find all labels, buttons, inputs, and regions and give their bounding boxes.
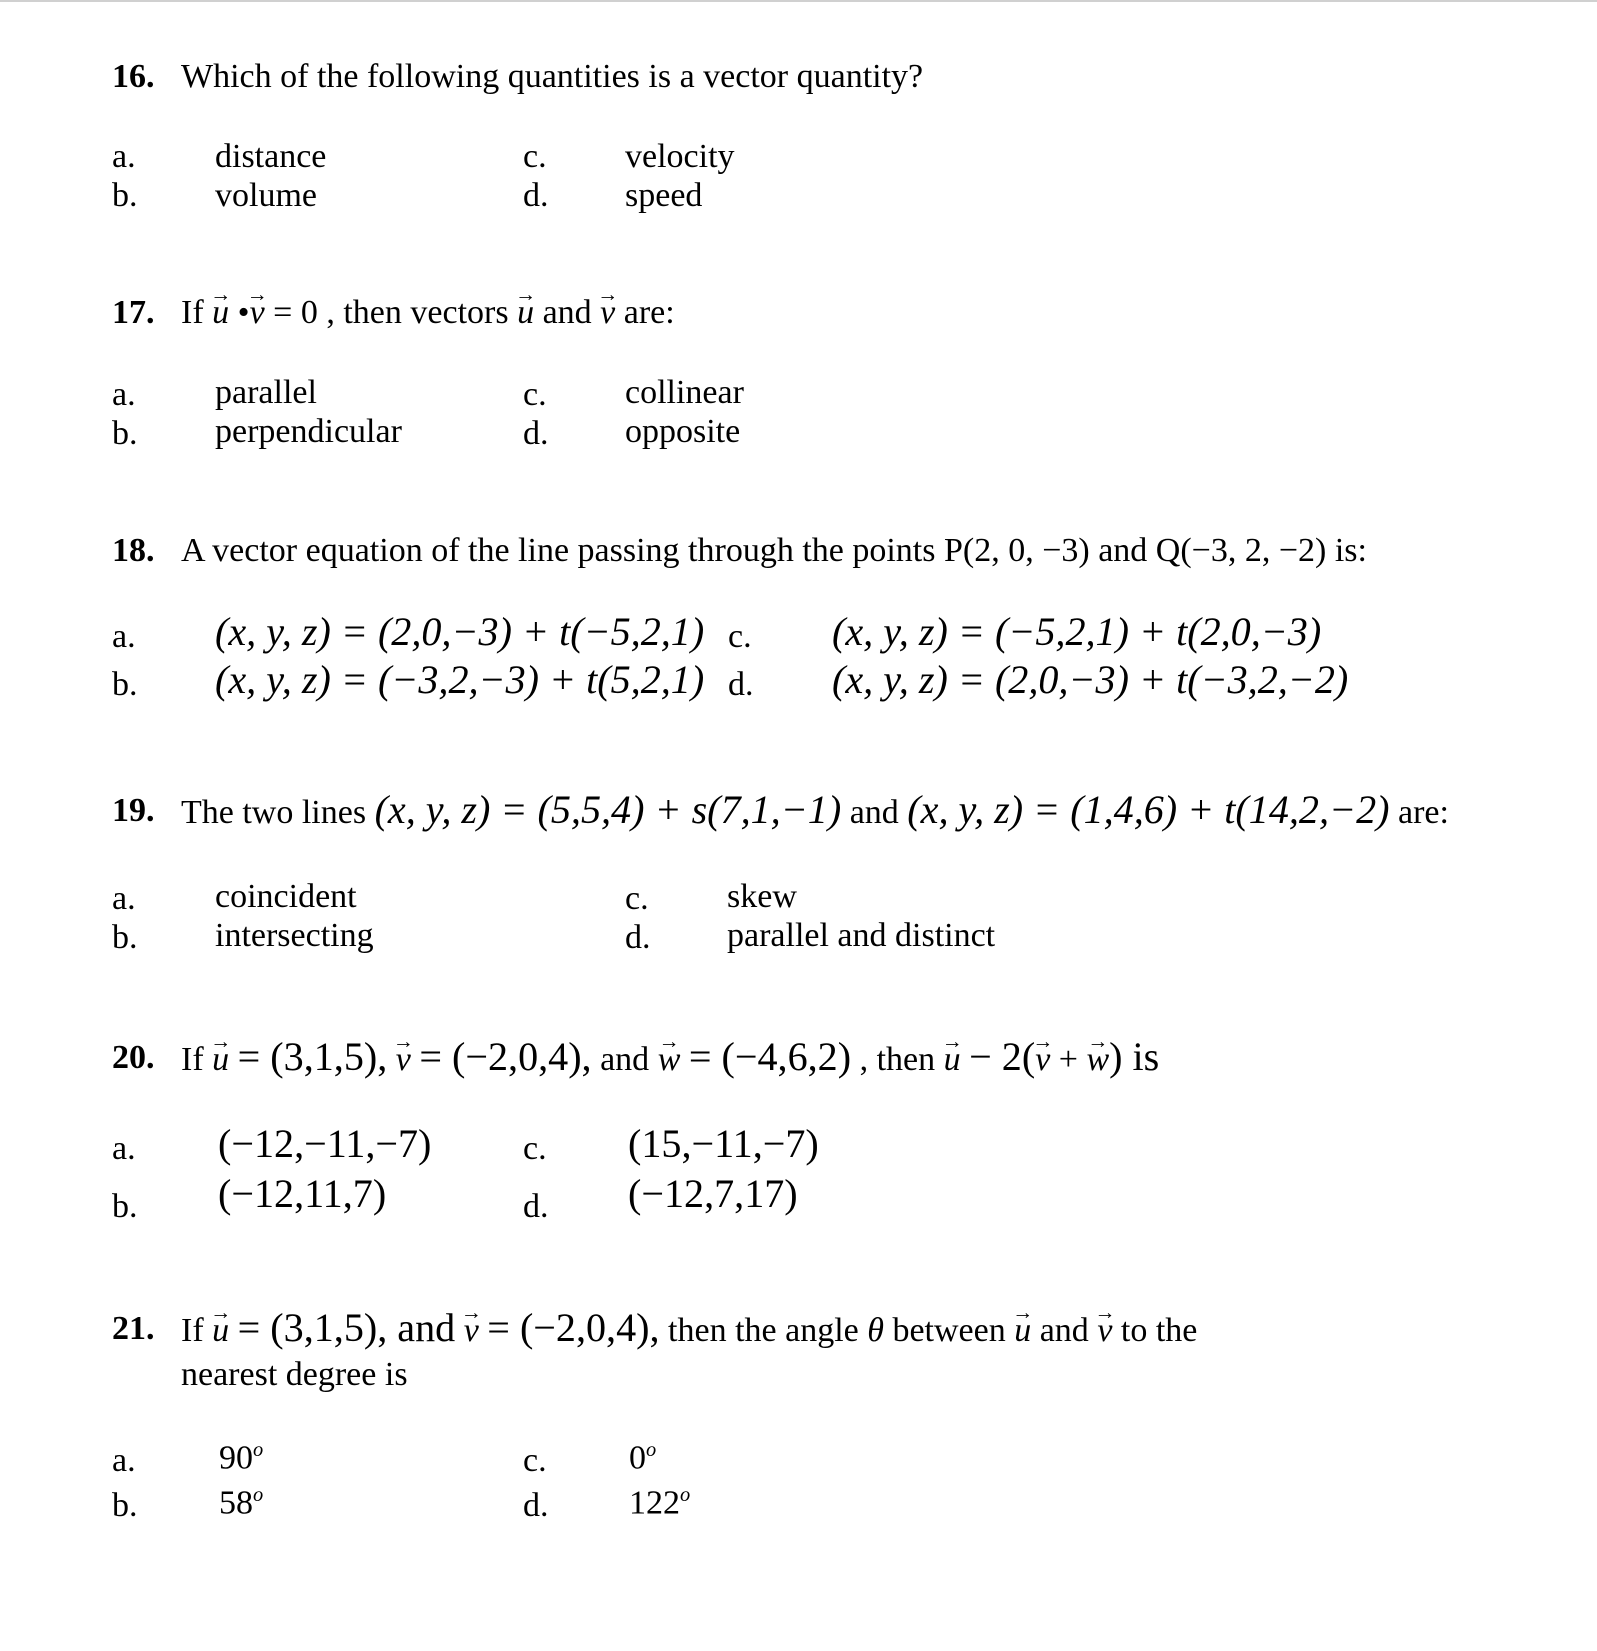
vector-u-value: = (3,1,5), and (237, 1305, 456, 1350)
option-letter-a: a. (112, 1130, 136, 1167)
text-is: ) is (1109, 1034, 1160, 1079)
text-then-vectors: , then vectors (326, 294, 509, 331)
option-a[interactable]: parallel (215, 374, 317, 411)
option-c[interactable]: collinear (625, 374, 744, 411)
option-letter-d: d. (523, 1487, 549, 1524)
option-letter-d: d. (523, 415, 549, 452)
vector-v: → v (396, 1043, 411, 1077)
option-letter-a: a. (112, 1442, 136, 1479)
option-d[interactable]: speed (625, 177, 703, 214)
page-top-rule (0, 0, 1597, 2)
question-number: 18. (112, 532, 155, 569)
line-equation-2: (x, y, z) = (1,4,6) + t(14,2,−2) (907, 787, 1390, 832)
vector-w: → w (1086, 1043, 1109, 1077)
option-c-value: 0 (629, 1439, 646, 1477)
vector-v-value: = (−2,0,4), (487, 1305, 660, 1350)
option-letter-d: d. (523, 1188, 549, 1225)
option-letter-a: a. (112, 618, 136, 655)
question-text (181, 787, 1449, 832)
option-a[interactable]: (x, y, z) = (2,0,−3) + t(−5,2,1) (215, 609, 705, 654)
vector-v: → v (464, 1314, 479, 1348)
expression-part: − 2( (969, 1034, 1036, 1079)
option-d[interactable]: parallel and distinct (727, 917, 996, 954)
text-if: If (181, 294, 204, 331)
question-text (181, 296, 675, 330)
option-letter-c: c. (523, 138, 547, 175)
option-letter-d: d. (728, 666, 754, 703)
text-are: are: (1397, 794, 1449, 831)
vector-v-value: = (−2,0,4), (419, 1034, 592, 1079)
option-a[interactable] (219, 1440, 263, 1475)
question-number: 19. (112, 792, 155, 829)
theta-symbol: θ (867, 1312, 884, 1349)
option-c[interactable]: velocity (625, 138, 735, 175)
option-letter-c: c. (728, 618, 752, 655)
question-text-line-2: nearest degree is (181, 1356, 408, 1393)
option-c[interactable]: skew (727, 878, 797, 915)
option-letter-b: b. (112, 415, 138, 452)
vector-v: → v (600, 296, 615, 330)
option-d[interactable]: opposite (625, 413, 741, 450)
option-a[interactable]: coincident (215, 878, 357, 915)
option-b[interactable]: (−12,11,7) (218, 1171, 387, 1216)
vector-v: → v (1035, 1043, 1050, 1077)
option-b[interactable]: volume (215, 177, 317, 214)
text-are: are: (623, 294, 675, 331)
vector-u: → u (212, 296, 229, 330)
option-c[interactable] (629, 1440, 656, 1475)
option-letter-d: d. (523, 177, 549, 214)
vector-v: → v (1097, 1314, 1112, 1348)
text-and: and (1039, 1312, 1089, 1349)
text-to-the: to the (1120, 1312, 1198, 1349)
equals-zero: = 0 (273, 294, 318, 331)
plus-sign: + (1058, 1041, 1078, 1078)
option-a-value: 90 (219, 1439, 253, 1477)
degree-sign: o (646, 1439, 657, 1461)
option-letter-c: c. (523, 1442, 547, 1479)
option-b[interactable]: (x, y, z) = (−3,2,−3) + t(5,2,1) (215, 657, 705, 702)
vector-u: → u (517, 296, 534, 330)
degree-sign: o (253, 1439, 264, 1461)
option-letter-c: c. (523, 1130, 547, 1167)
vector-u: → u (944, 1043, 961, 1077)
option-c[interactable]: (15,−11,−7) (628, 1121, 819, 1166)
vector-u: → u (1014, 1314, 1031, 1348)
option-c[interactable]: (x, y, z) = (−5,2,1) + t(2,0,−3) (832, 609, 1322, 654)
option-letter-c: c. (625, 880, 649, 917)
question-number: 20. (112, 1039, 155, 1076)
option-letter-b: b. (112, 666, 138, 703)
option-letter-d: d. (625, 919, 651, 956)
option-letter-b: b. (112, 1487, 138, 1524)
vector-u: → u (212, 1314, 229, 1348)
option-b[interactable]: intersecting (215, 917, 374, 954)
vector-u-value: = (3,1,5), (237, 1034, 388, 1079)
vector-w-value: = (−4,6,2) (688, 1034, 852, 1079)
option-letter-b: b. (112, 177, 138, 214)
option-letter-a: a. (112, 138, 136, 175)
text-and: and (849, 794, 899, 831)
degree-sign: o (680, 1484, 691, 1506)
question-number: 16. (112, 58, 155, 95)
question-text (181, 1305, 1198, 1350)
option-d[interactable]: (−12,7,17) (628, 1171, 798, 1216)
option-a[interactable]: (−12,−11,−7) (218, 1121, 432, 1166)
question-text: A vector equation of the line passing through the points P(2, 0, −3) and Q(−3, 2, −2) is: (181, 532, 1367, 569)
option-letter-b: b. (112, 919, 138, 956)
text-then-the-angle: then the angle (668, 1312, 859, 1349)
option-d-value: 122 (629, 1484, 680, 1522)
question-number: 17. (112, 294, 155, 331)
option-letter-a: a. (112, 376, 136, 413)
text-and: and (542, 294, 592, 331)
vector-w: → w (658, 1043, 681, 1077)
question-number: 21. (112, 1310, 155, 1347)
text-if: If (181, 1041, 204, 1078)
text-and: and (600, 1041, 650, 1078)
dot-operator: • (237, 294, 250, 331)
option-letter-c: c. (523, 376, 547, 413)
text-the-two-lines: The two lines (181, 794, 367, 831)
vector-v: → v (250, 296, 265, 330)
degree-sign: o (253, 1484, 264, 1506)
option-b-value: 58 (219, 1484, 253, 1522)
text-then: , then (859, 1041, 936, 1078)
text-between: between (892, 1312, 1006, 1349)
text-if: If (181, 1312, 204, 1349)
vector-u: → u (212, 1043, 229, 1077)
option-b[interactable] (219, 1485, 263, 1520)
option-letter-b: b. (112, 1188, 138, 1225)
line-equation-1: (x, y, z) = (5,5,4) + s(7,1,−1) (374, 787, 842, 832)
option-b[interactable]: perpendicular (215, 413, 402, 450)
question-text (181, 1034, 1160, 1079)
option-letter-a: a. (112, 880, 136, 917)
option-a[interactable]: distance (215, 138, 327, 175)
question-text: Which of the following quantities is a vector quantity? (181, 58, 924, 95)
option-d[interactable]: (x, y, z) = (2,0,−3) + t(−3,2,−2) (832, 657, 1349, 702)
option-d[interactable] (629, 1485, 690, 1520)
